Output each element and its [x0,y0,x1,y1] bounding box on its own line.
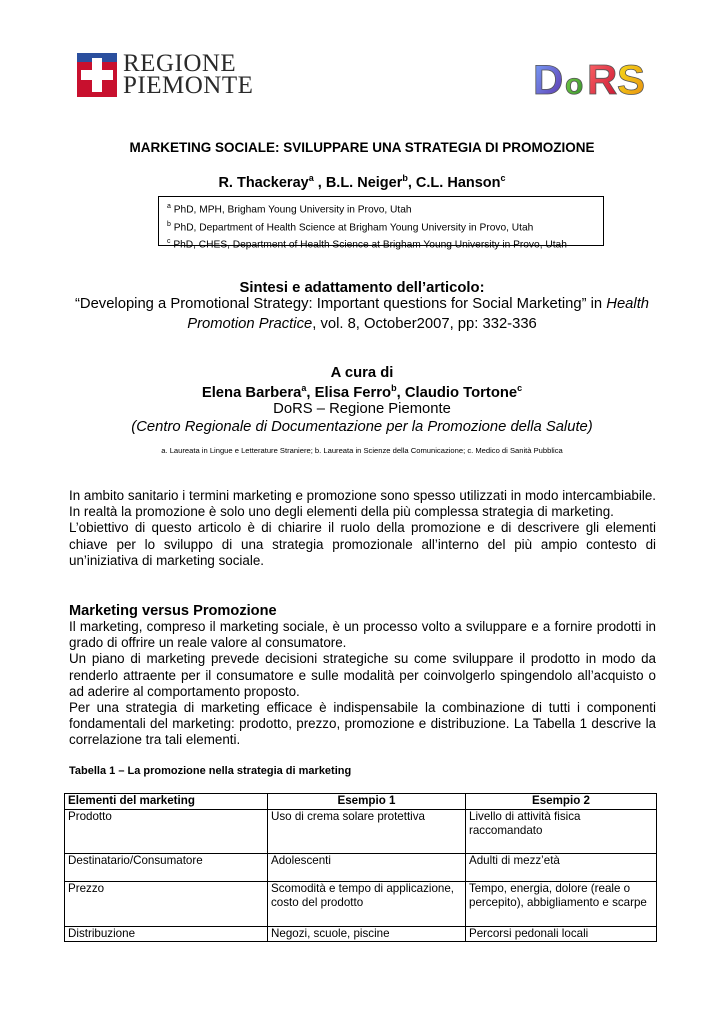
table-cell: Prezzo [65,881,268,926]
table-cell: Negozi, scuole, piscine [268,926,466,942]
centro-line: (Centro Regionale di Documentazione per la Promozione della Salute) [131,419,593,435]
svg-text:R: R [587,56,618,100]
table-cell: Livello di attività fisica raccomandato [466,809,657,853]
source-citation-line1: “Developing a Promotional Strategy: Important questions for Social Marketing” in Health [74,296,650,312]
sintesi-heading: Sintesi e adattamento dell’articolo: [239,280,485,296]
table-row [65,809,657,853]
svg-text:o: o [565,68,584,100]
table-row [65,881,657,926]
paragraph: Il marketing, compreso il marketing sociale, è un processo volto a sviluppare e a fornire prodotti in grado di offrire un reale valore al consumatore. [69,619,656,651]
dors-logo [531,54,647,100]
table-cell: Percorsi pedonali locali [466,926,657,942]
table-cell: Adulti di mezz’età [466,853,657,881]
organization-line: DoRS – Regione Piemonte [273,401,451,417]
table-cell: Adolescenti [268,853,466,881]
source-citation-line2: Promotion Practice, vol. 8, October2007, pp: 332-336 [187,316,537,332]
curated-by-heading: A cura di [330,365,394,381]
curators-degrees-note: a. Laureata in Lingue e Letterature Straniere; b. Laureata in Scienze della Comunicazione; c. Medico di Sanità Pubblica [161,446,563,455]
table-row [65,853,657,881]
document-title: MARKETING SOCIALE: SVILUPPARE UNA STRATEGIA DI PROMOZIONE [129,140,595,155]
svg-text:S: S [617,56,646,100]
table-cell: Distribuzione [65,926,268,942]
table-row [65,926,657,942]
affiliations-box [158,196,604,251]
svg-text:D: D [533,56,564,100]
column-header: Esempio 1 [268,794,466,810]
affiliation-line: $^a$ PhD, MPH, Brigham Young University in Provo, Utah [167,203,412,216]
section-text [69,619,656,749]
column-header: Esempio 2 [466,794,657,810]
regione-piemonte-logo [77,52,253,98]
table-cell: Uso di crema solare protettiva [268,809,466,853]
section-heading: Marketing versus Promozione [69,603,277,619]
regione-piemonte-shield-icon [77,53,117,97]
paragraph: In ambito sanitario i termini marketing e promozione sono spesso utilizzati in modo intercambiabile. In realtà la promozione è solo uno degli elementi della più complessa strategia di marketing. [69,488,656,520]
affiliation-line: $^c$ PhD, CHES, Department of Health Science at Brigham Young University in Provo, Utah [167,238,567,251]
table-header-row [65,794,657,810]
paragraph: Un piano di marketing prevede decisioni strategiche su come sviluppare il prodotto in modo da renderlo attraente per il consumatore e sulle modalità per coinvolgerlo spingendolo all’acquisto o ad aderire al comportamento proposto. [69,651,656,699]
table-cell: Tempo, energia, dolore (reale o percepito), abbigliamento e scarpe [466,881,657,926]
table-caption: Tabella 1 – La promozione nella strategia di marketing [69,765,352,777]
regione-piemonte-logo-text: REGIONE PIEMONTE [123,50,254,99]
paragraph: Per una strategia di marketing efficace è indispensabile la combinazione di tutti i componenti fondamentali del marketing: prodotto, prezzo, promozione e distribuzione. La Tabella 1 descrive la correlazione tra tali elementi. [69,700,656,748]
table-cell: Destinatario/Consumatore [65,853,268,881]
table-cell: Scomodità e tempo di applicazione, costo del prodotto [268,881,466,926]
table-cell: Prodotto [65,809,268,853]
intro-text [69,488,656,569]
marketing-table [64,793,657,942]
authors-line: R. Thackeray$^a$ , B.L. Neiger$^b$, C.L. Hanson$^c$ [218,173,506,191]
affiliation-line: $^b$ PhD, Department of Health Science at Brigham Young University in Provo, Utah [167,220,534,234]
paragraph: L’obiettivo di questo articolo è di chiarire il ruolo della promozione e di descrivere gli elementi chiave per lo sviluppo di una strategia promozionale all’interno del più ampio contesto di un’iniziativa di marketing sociale. [69,520,656,568]
column-header: Elementi del marketing [65,794,268,810]
curators-line: Elena Barbera$^a$, Elisa Ferro$^b$, Claudio Tortone$^c$ [201,383,523,401]
